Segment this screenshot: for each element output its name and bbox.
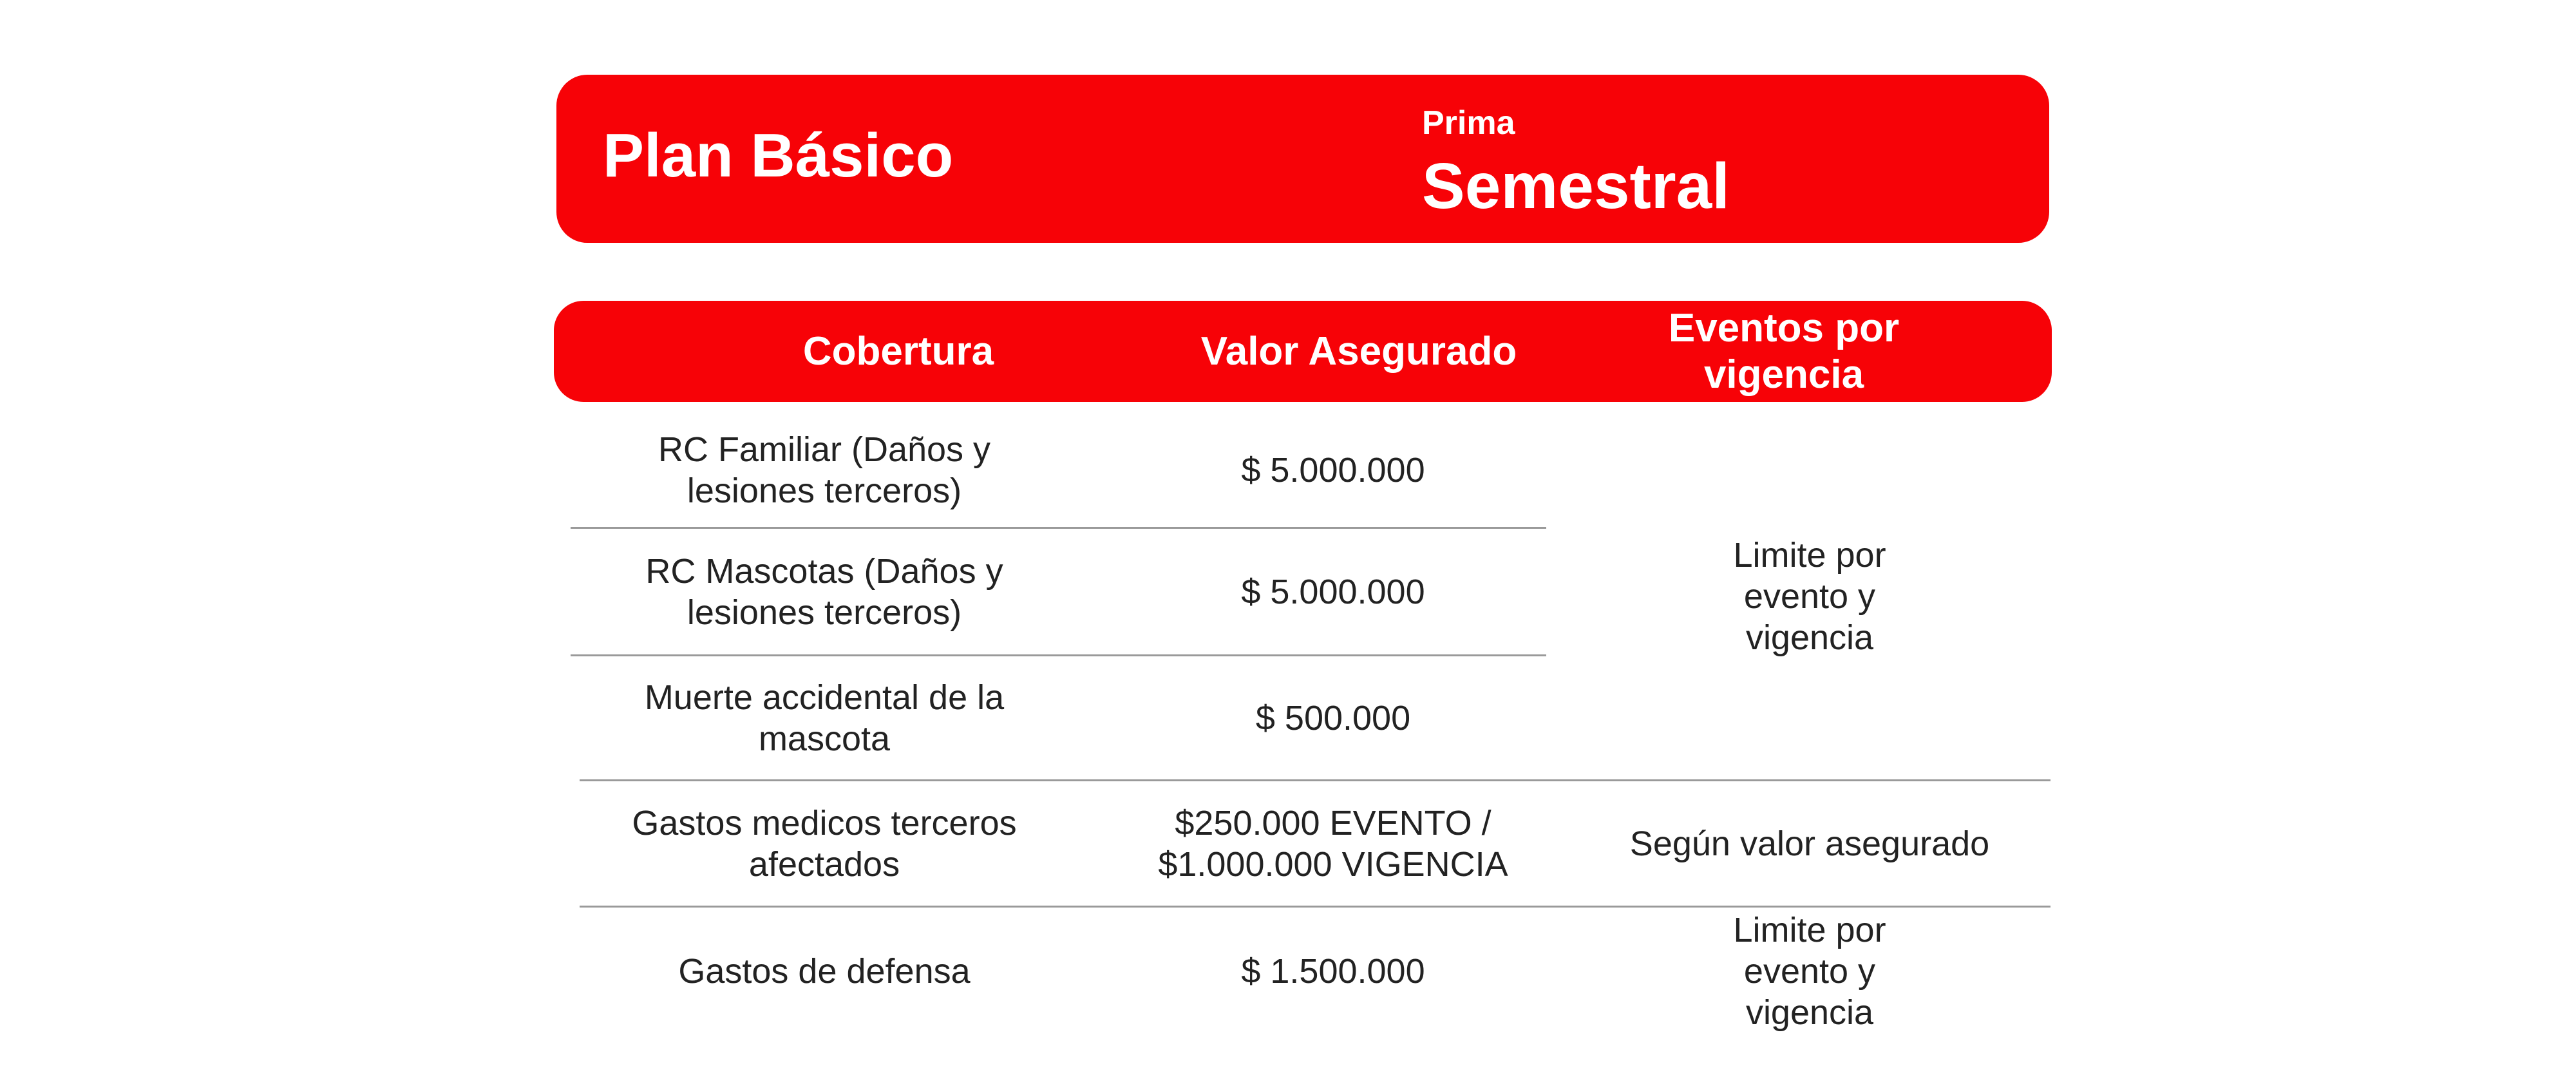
events-label: Limite por evento y vigencia xyxy=(1733,536,1886,657)
events-cell-merged xyxy=(1591,412,2029,781)
coverage-cell: RC Familiar (Daños y lesiones terceros) xyxy=(658,430,991,510)
coverage-cell: Gastos medicos terceros afectados xyxy=(632,804,1017,884)
insured-value-cell xyxy=(1095,781,1571,907)
table-header xyxy=(554,301,2052,402)
column-header-cobertura: Cobertura xyxy=(802,328,994,374)
prima-label: Prima xyxy=(1422,104,1515,142)
column-header-valor-asegurado: Valor Asegurado xyxy=(1200,328,1517,374)
events-cell: Según valor asegurado xyxy=(1629,824,1990,863)
plan-banner xyxy=(556,75,2049,243)
coverage-cell: Muerte accidental de la mascota xyxy=(644,678,1005,758)
events-text: Limite por evento y vigencia xyxy=(1733,911,1886,1032)
insured-value-cell: $ 500.000 xyxy=(1255,699,1411,737)
events-cell xyxy=(1591,907,2029,1036)
insured-value-cell: $ 5.000.000 xyxy=(1241,573,1425,611)
insured-value-text: $250.000 EVENTO / $1.000.000 VIGENCIA xyxy=(1158,804,1508,884)
column-header-eventos: Eventos por vigencia xyxy=(1668,305,1900,397)
coverage-cell: RC Mascotas (Daños y lesiones terceros) xyxy=(645,552,1003,632)
insured-value-cell: $ 1.500.000 xyxy=(1241,952,1425,991)
plan-title: Plan Básico xyxy=(603,121,954,190)
insured-value-cell: $ 5.000.000 xyxy=(1241,451,1425,490)
prima-value: Semestral xyxy=(1422,150,1730,222)
coverage-cell: Gastos de defensa xyxy=(678,952,971,991)
